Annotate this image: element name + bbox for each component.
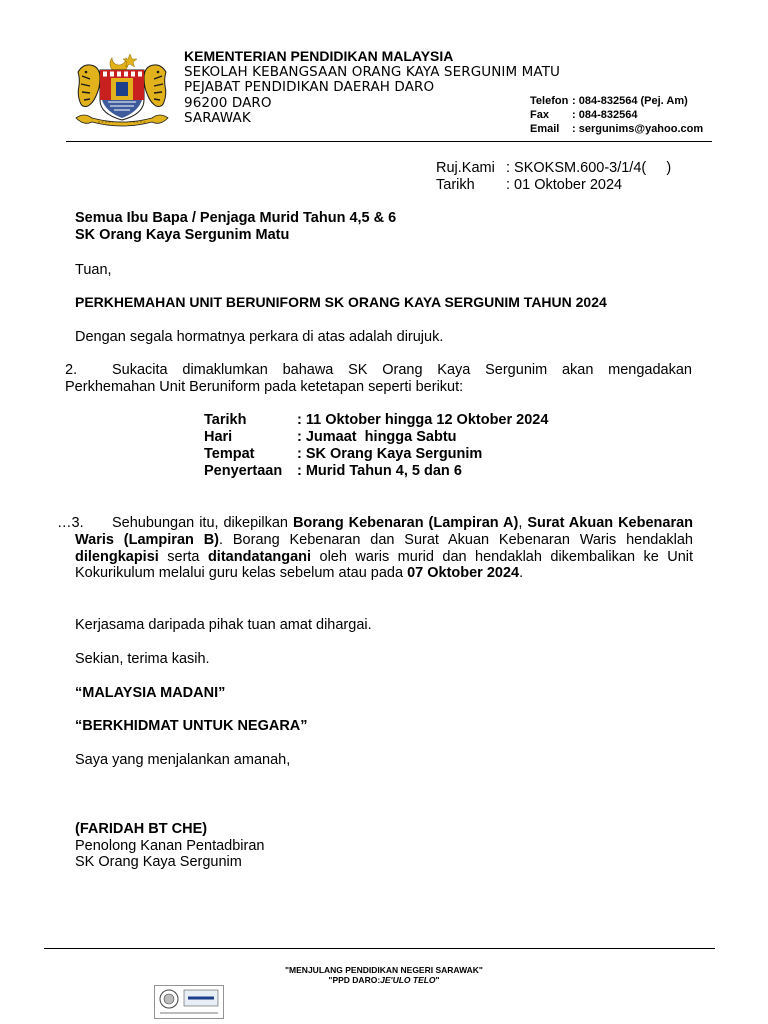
recipient-line1: Semua Ibu Bapa / Penjaga Murid Tahun 4,5 & 6 (75, 210, 397, 226)
event-details (204, 412, 548, 480)
trust-line: Saya yang menjalankan amanah, (75, 752, 291, 768)
paragraph-3-text: . (519, 565, 524, 582)
footer-motto-line2: "PPD DARO:JE'ULO TELO" (328, 974, 440, 985)
postcode-town: 96200 DARO (184, 94, 272, 111)
paragraph-3-text: . Borang Kebenaran dan Surat Akuan Kebenaran Waris hendaklah (219, 531, 693, 548)
detail-value: : 11 Oktober hingga 12 Oktober 2024 (297, 412, 549, 428)
contact-value: : sergunims@yahoo.com (572, 123, 704, 135)
signatory-title: Penolong Kanan Pentadbiran (75, 837, 265, 854)
slogan-malaysia-madani: “MALAYSIA MADANI” (75, 685, 226, 701)
attachment-a-name: Borang Kebenaran (Lampiran A) (292, 515, 519, 531)
paragraph-1: Dengan segala hormatnya perkara di atas adalah dirujuk. (75, 329, 444, 345)
footer-motto-line1: "MENJULANG PENDIDIKAN NEGERI SARAWAK" (285, 965, 483, 975)
reference-label: Ruj.Kami (436, 160, 495, 176)
slogan-berkhidmat: “BERKHIDMAT UNTUK NEGARA” (75, 718, 308, 734)
paragraph-3-text: serta (158, 548, 208, 565)
deadline-date: 07 Oktober 2024 (407, 565, 520, 582)
header-divider (66, 141, 712, 142)
footer-motto (0, 966, 768, 985)
contact-label: Telefon (530, 95, 569, 107)
salutation: Tuan, (75, 262, 112, 278)
footer-divider (44, 948, 715, 949)
contact-row-fax (530, 108, 703, 122)
detail-label: Penyertaan (204, 463, 283, 479)
reference-value: : SKOKSM.600-3/1/4( ) (506, 160, 672, 176)
state-name: SARAWAK (184, 110, 251, 126)
signatory-school: SK Orang Kaya Sergunim (75, 854, 242, 870)
letterhead-block (184, 49, 560, 127)
detail-row (204, 463, 548, 480)
letter-subject: PERKHEMAHAN UNIT BERUNIFORM SK ORANG KAYA SERGUNIM TAHUN 2024 (75, 294, 607, 310)
contact-block (530, 94, 703, 136)
recipient-line2: SK Orang Kaya Sergunim Matu (75, 226, 290, 243)
detail-value: : Jumaat hingga Sabtu (297, 429, 457, 445)
emphasis-signed: ditandatangani (207, 548, 312, 565)
contact-row-phone (530, 94, 703, 108)
contact-value: : 084-832564 (572, 109, 638, 121)
detail-label: Hari (204, 429, 233, 445)
signatory-name: (FARIDAH BT CHE) (75, 821, 208, 837)
school-name: SEKOLAH KEBANGSAAN ORANG KAYA SERGUNIM MATU (184, 63, 561, 80)
date-value: : 01 Oktober 2024 (506, 176, 623, 193)
reference-block (436, 160, 671, 193)
coat-of-arms-logo (72, 52, 172, 134)
date-row (436, 177, 671, 194)
detail-label: Tarikh (204, 412, 247, 428)
detail-value: : Murid Tahun 4, 5 dan 6 (297, 463, 462, 479)
paragraph-2-text: Sukacita dimaklumkan bahawa SK Orang Kaya Sergunim akan mengadakan Perkhemahan Unit Beruniform pada ketetapan seperti berikut: (65, 362, 692, 395)
date-label: Tarikh (436, 176, 475, 193)
detail-row (204, 412, 548, 429)
certification-badge-icon (154, 985, 224, 1019)
paragraph-3-text: oleh waris murid dan hendaklah dikembalikan ke Unit Kokurikulum melalui guru kelas sebelum atau pada (75, 548, 694, 582)
emphasis-completed: dilengkapisi (75, 548, 159, 565)
contact-label: Email (530, 123, 560, 135)
detail-row (204, 429, 548, 446)
signatory-block (75, 821, 264, 871)
paragraph-3 (57, 515, 693, 582)
recipient-block (75, 210, 396, 243)
reference-row (436, 160, 671, 177)
paragraph-4: Kerjasama daripada pihak tuan amat dihargai. (75, 617, 372, 633)
detail-row (204, 446, 548, 463)
paragraph-3-text: Sehubungan itu, dikepilkan (112, 515, 293, 531)
detail-label: Tempat (204, 446, 255, 462)
paragraph-3-text: , (518, 515, 528, 531)
paragraph-number: …3. (57, 515, 84, 531)
ministry-name: KEMENTERIAN PENDIDIKAN MALAYSIA (184, 48, 454, 64)
detail-value: : SK Orang Kaya Sergunim (297, 446, 483, 462)
contact-value: : 084-832564 (Pej. Am) (572, 95, 688, 107)
contact-label: Fax (530, 109, 549, 121)
contact-row-email (530, 122, 703, 136)
attachment-b-name: Surat Akuan Kebenaran Waris (Lampiran B) (75, 515, 694, 548)
district-office: PEJABAT PENDIDIKAN DAERAH DARO (184, 79, 435, 95)
closing-line: Sekian, terima kasih. (75, 651, 210, 667)
paragraph-2 (65, 362, 692, 395)
paragraph-number: 2. (65, 362, 78, 378)
